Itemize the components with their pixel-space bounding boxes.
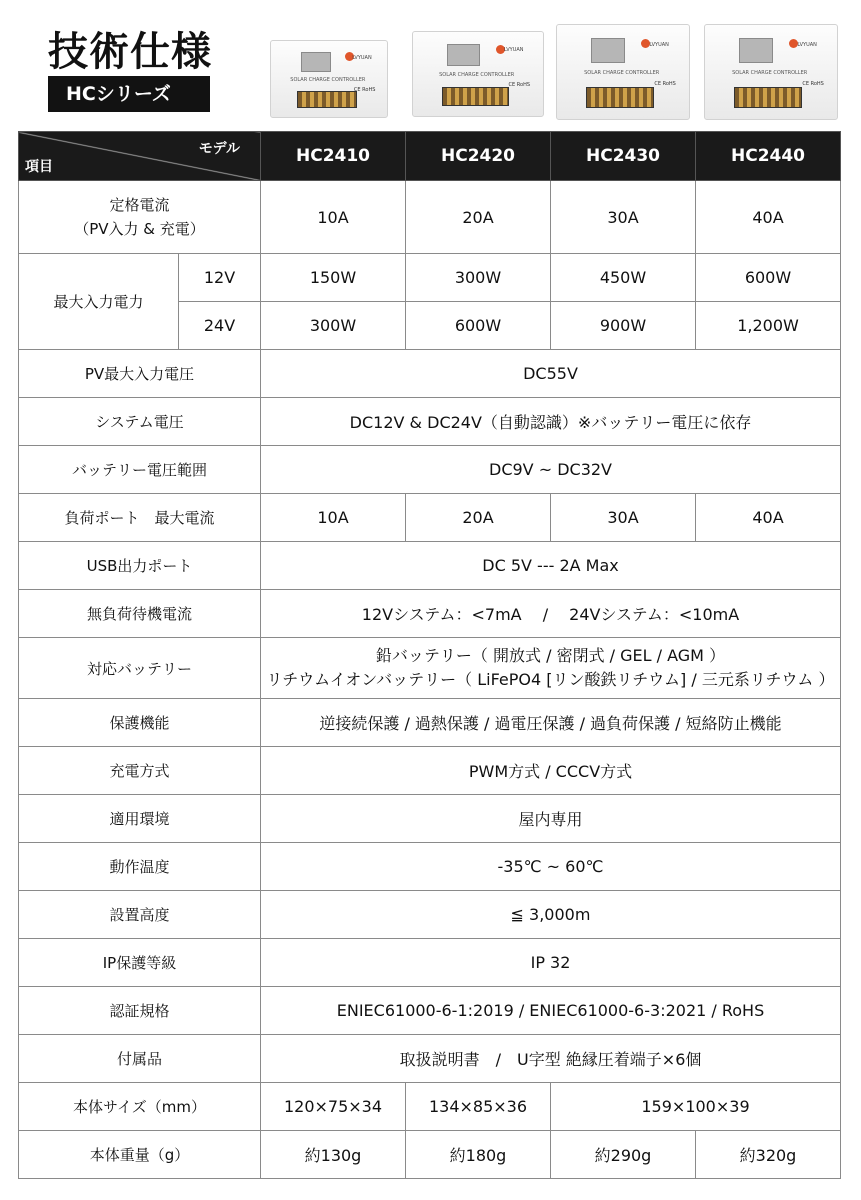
table-row (19, 494, 841, 542)
table-cell: PWM方式 / CCCV方式 (261, 747, 841, 795)
row-label-battery-voltage-range: バッテリー電圧範囲 (19, 446, 261, 494)
product-image-hc2410 (270, 40, 388, 118)
table-row (19, 939, 841, 987)
corner-cell (19, 132, 261, 181)
brand-text: LVYUAN (352, 54, 372, 61)
row-label-rated-current (19, 181, 261, 254)
table-cell: 20A (406, 494, 551, 542)
table-cell: 300W (406, 254, 551, 302)
row-label-pv-max-voltage: PV最大入力電圧 (19, 350, 261, 398)
table-cell: 30A (551, 181, 696, 254)
model-header-hc2420: HC2420 (406, 132, 551, 181)
table-cell: 150W (261, 254, 406, 302)
series-badge: HCシリーズ (48, 76, 210, 112)
sub-label-24v: 24V (179, 302, 261, 350)
spec-table (18, 131, 841, 1179)
sub-label-12v: 12V (179, 254, 261, 302)
table-row (19, 254, 841, 302)
cert-mark: CE RoHS (802, 81, 824, 88)
product-image-hc2440 (704, 24, 838, 120)
table-cell: ENIEC61000-6-1:2019 / ENIEC61000-6-3:2021 / RoHS (261, 987, 841, 1035)
table-cell: 159×100×39 (551, 1083, 841, 1131)
table-row (19, 699, 841, 747)
table-cell: DC12V & DC24V（自動認識）※バッテリー電圧に依存 (261, 398, 841, 446)
row-label-protection: 保護機能 (19, 699, 261, 747)
table-row (19, 446, 841, 494)
table-cell: IP 32 (261, 939, 841, 987)
table-cell: 120×75×34 (261, 1083, 406, 1131)
terminal-block (734, 87, 802, 108)
table-cell: 10A (261, 181, 406, 254)
table-row (19, 350, 841, 398)
table-cell: 約180g (406, 1131, 551, 1179)
table-cell: 600W (696, 254, 841, 302)
terminal-block (586, 87, 654, 108)
table-cell: 12Vシステム：<7mA / 24Vシステム：<10mA (261, 590, 841, 638)
cert-mark: CE RoHS (508, 82, 530, 89)
controller-label: SOLAR CHARGE CONTROLLER (732, 70, 808, 77)
label-line: （PV入力 & 充電） (74, 220, 205, 238)
table-cell: 約290g (551, 1131, 696, 1179)
page-title: 技術仕様 (48, 29, 212, 75)
table-row (19, 181, 841, 254)
lcd-screen (301, 52, 331, 72)
battery-line: 鉛バッテリー（ 開放式 / 密閉式 / GEL / AGM ） (375, 646, 726, 665)
table-cell: DC9V ~ DC32V (261, 446, 841, 494)
table-row (19, 843, 841, 891)
corner-item-label: 項目 (25, 159, 53, 175)
table-row (19, 987, 841, 1035)
table-cell: 1,200W (696, 302, 841, 350)
table-cell: 40A (696, 181, 841, 254)
lcd-screen (447, 44, 480, 66)
table-cell: 134×85×36 (406, 1083, 551, 1131)
row-label-body-size: 本体サイズ（mm） (19, 1083, 261, 1131)
table-cell: 逆接続保護 / 過熱保護 / 過電圧保護 / 過負荷保護 / 短絡防止機能 (261, 699, 841, 747)
table-header-row (19, 132, 841, 181)
table-cell: DC55V (261, 350, 841, 398)
row-label-system-voltage: システム電圧 (19, 398, 261, 446)
row-label-batteries: 対応バッテリー (19, 638, 261, 699)
row-label-altitude: 設置高度 (19, 891, 261, 939)
battery-line: リチウムイオンバッテリー（ LiFePO4 [リン酸鉄リチウム] / 三元系リチウム ） (266, 670, 835, 689)
table-row (19, 638, 841, 699)
row-label-body-weight: 本体重量（g） (19, 1131, 261, 1179)
brand-text: LVYUAN (504, 47, 524, 54)
row-label-charging-method: 充電方式 (19, 747, 261, 795)
table-cell: 600W (406, 302, 551, 350)
table-cell: 30A (551, 494, 696, 542)
table-cell: 屋内専用 (261, 795, 841, 843)
table-row (19, 1083, 841, 1131)
terminal-block (297, 91, 357, 108)
product-images (270, 20, 852, 120)
table-row (19, 747, 841, 795)
table-cell: 300W (261, 302, 406, 350)
brand-text: LVYUAN (649, 41, 669, 48)
product-image-hc2420 (412, 31, 544, 117)
controller-label: SOLAR CHARGE CONTROLLER (439, 72, 515, 79)
table-row (19, 795, 841, 843)
row-label-operating-temp: 動作温度 (19, 843, 261, 891)
table-cell: 10A (261, 494, 406, 542)
table-cell (261, 638, 841, 699)
cert-mark: CE RoHS (353, 86, 376, 93)
product-image-hc2430 (556, 24, 690, 120)
model-header-hc2440: HC2440 (696, 132, 841, 181)
model-header-hc2430: HC2430 (551, 132, 696, 181)
lcd-screen (591, 38, 625, 63)
row-label-usb-port: USB出力ポート (19, 542, 261, 590)
table-cell: ≦ 3,000m (261, 891, 841, 939)
table-row (19, 542, 841, 590)
brand-text: LVYUAN (797, 41, 817, 48)
table-cell: 20A (406, 181, 551, 254)
table-cell: 450W (551, 254, 696, 302)
table-cell: 約320g (696, 1131, 841, 1179)
row-label-certification: 認証規格 (19, 987, 261, 1035)
table-cell: -35℃ ~ 60℃ (261, 843, 841, 891)
terminal-block (442, 87, 509, 106)
row-label-accessories: 付属品 (19, 1035, 261, 1083)
row-label-ip-rating: IP保護等級 (19, 939, 261, 987)
row-label-load-port-current: 負荷ポート 最大電流 (19, 494, 261, 542)
table-cell: 40A (696, 494, 841, 542)
corner-model-label: モデル (198, 141, 240, 157)
table-cell: 取扱説明書 / U字型 絶縁圧着端子×6個 (261, 1035, 841, 1083)
lcd-screen (739, 38, 773, 63)
label-line: 定格電流 (109, 196, 170, 214)
row-label-standby-current: 無負荷待機電流 (19, 590, 261, 638)
table-row (19, 891, 841, 939)
table-row (19, 1131, 841, 1179)
table-row (19, 398, 841, 446)
row-label-max-input-power: 最大入力電力 (19, 254, 179, 350)
table-cell: DC 5V --- 2A Max (261, 542, 841, 590)
controller-label: SOLAR CHARGE CONTROLLER (584, 70, 660, 77)
controller-label: SOLAR CHARGE CONTROLLER (290, 77, 366, 84)
table-row (19, 590, 841, 638)
table-row (19, 1035, 841, 1083)
cert-mark: CE RoHS (654, 81, 676, 88)
table-cell: 約130g (261, 1131, 406, 1179)
table-cell: 900W (551, 302, 696, 350)
row-label-environment: 適用環境 (19, 795, 261, 843)
model-header-hc2410: HC2410 (261, 132, 406, 181)
